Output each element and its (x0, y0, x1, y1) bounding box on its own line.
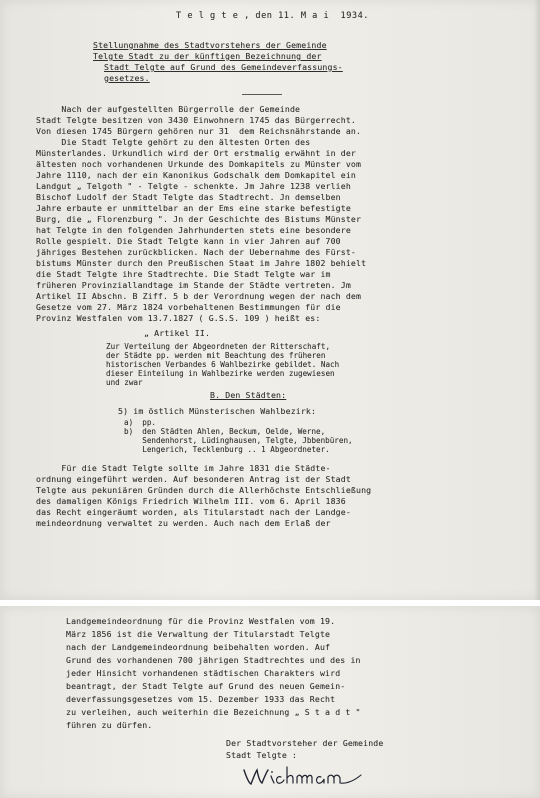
title-line-1: Stellungnahme des Stadtvorstehers der Gemeinde (93, 40, 327, 50)
body-line-8: Landgut „ Telgoth " - Telgte - schenkte. Jm Jahre 1238 verlieh (36, 181, 351, 191)
quote-line-2: der Städte pp. werden mit Beachtung des früheren (106, 351, 326, 360)
handwritten-signature (240, 762, 365, 788)
body-line-10: Jahre erbaute er unmittelbar an der Ems eine starke befestigte (36, 203, 351, 213)
body-line-11: Burg, die „ Florenzburg ". Jn der Geschichte des Bistums Münster (36, 214, 362, 224)
body-line-4: Die Stadt Telgte gehört zu den ältesten Orten des (36, 137, 311, 147)
title-line-3: Stadt Telgte auf Grund des Gemeindeverfassungs- (104, 62, 343, 72)
closing-line-1: Für die Stadt Telgte sollte im Jahre 1831 die Städte- (36, 463, 331, 473)
item-b-line-3: Lengerich, Tecklenburg .. 1 Abgeordneter. (124, 445, 330, 454)
p2-body-line-3: nach der Landgemeindeordnung beibehalten worden. Auf (66, 642, 331, 652)
title-line-2: Telgte Stadt zu der künftigen Bezeichnung der (93, 51, 322, 61)
p2-body-line-6: beantragt, der Stadt Telgte auf Grund des neuen Gemein- (66, 681, 346, 691)
quote-line-5: und zwar (106, 378, 143, 387)
separator-rule (242, 94, 282, 95)
section-heading: B. Den Städten: (210, 390, 287, 400)
page-edge-shadow (534, 0, 540, 600)
body-line-6: ältesten noch vorhandenen Urkunde des Domkapitels zu Münster vom (36, 159, 362, 169)
closing-line-4: des damaligen Königs Friedrich Wilhelm III. vom 6. April 1836 (36, 496, 346, 506)
body-line-12: hat Telgte in den folgenden Jahrhunderten stets eine besondere (36, 225, 351, 235)
body-line-1: Nach der aufgestellten Bürgerrolle der Gemeinde (36, 104, 301, 114)
body-line-15: bistums Münster durch den Preußischen Staat im Jahre 1802 behielt (36, 258, 367, 268)
document-page-2 (0, 606, 540, 798)
closing-line-2: ordnung eingeführt werden. Auf besonderen Antrag ist der Stadt (36, 474, 351, 484)
body-line-5: Münsterlandes. Urkundlich wird der Ort erstmalig erwähnt in der (36, 148, 356, 158)
body-line-17: früheren Provinziallandtage im Stande der Städte vertreten. Jm (36, 280, 351, 290)
body-line-9: Bischof Ludolf der Stadt Telgte das Stadtrecht. Jn demselben (36, 192, 341, 202)
quote-line-4: dieser Einteilung in Wahlbezirke werden zugewiesen (106, 369, 335, 378)
p2-body-line-2: März 1856 ist die Verwaltung der Titularstadt Telgte (66, 629, 331, 639)
closing-line-5: das Recht eingeräumt worden, als Titularstadt nach der Landge- (36, 507, 351, 517)
title-line-4: gesetzes. (104, 73, 150, 83)
body-line-3: Von diesen 1745 Bürgern gehören nur 31 dem Reichsnährstande an. (36, 126, 362, 136)
body-line-2: Stadt Telgte besitzen von 3430 Einwohnern 1745 das Bürgerrecht. (36, 115, 356, 125)
signature-block-line-1: Der Stadtvorsteher der Gemeinde (226, 738, 384, 748)
p2-body-line-9: führen zu dürfen. (66, 720, 153, 730)
body-line-13: Rolle gespielt. Die Stadt Telgte kann in vier Jahren auf 700 (36, 236, 341, 246)
body-line-19: Gesetze vom 27. März 1824 vorbehaltenen Bestimmungen für die (36, 302, 341, 312)
p2-body-line-8: zu verleihen, auch weiterhin die Bezeichnung „ S t a d t " (66, 707, 361, 717)
p2-body-line-1: Landgemeindeordnung für die Provinz Westfalen vom 19. (66, 616, 336, 626)
item-a: a) pp. (124, 418, 157, 427)
body-line-18: Artikel II Abschn. B Ziff. 5 b der Verordnung wegen der nach dem (36, 291, 362, 301)
quote-line-3: historischen Verbandes 6 Wahlbezirke gebildet. Nach (106, 360, 340, 369)
dateline: T e l g t e , den 11. M a i 1934. (176, 11, 369, 21)
p2-body-line-4: Grund des vorhandenen 700 jährigen Stadtrechtes und des in (66, 655, 361, 665)
p2-body-line-7: deverfassungsgesetzes vom 15. Dezember 1933 das Recht (66, 694, 336, 704)
closing-line-6: meindeordnung verwaltet zu werden. Auch nach dem Erlaß der (36, 518, 331, 528)
body-line-7: Jahre 1110, nach der ein Kanonikus Godschalk dem Domkapitel ein (36, 170, 356, 180)
signature-block-line-2: Stadt Telgte : (226, 750, 298, 760)
body-line-14: jähriges Bestehen zurückblicken. Nach der Uebernahme des Fürst- (36, 247, 356, 257)
body-line-20: Provinz Westfalen vom 13.7.1827 ( G.S.S. 109 ) heißt es: (36, 313, 321, 323)
article-heading: „ Artikel II. (144, 328, 211, 338)
p2-body-line-5: jeder Hinsicht vorhandenen städtischen Charakters wird (66, 668, 341, 678)
item-b-line-2: Sendenhorst, Lüdinghausen, Telgte, Jbbenbüren, (124, 436, 353, 445)
item-5: 5) im östlich Münsterischen Wahlbezirk: (118, 406, 317, 416)
item-b-line-1: b) den Städten Ahlen, Beckum, Oelde, Werne, (124, 427, 326, 436)
quote-line-1: Zur Verteilung der Abgeordneten der Ritterschaft, (106, 342, 331, 351)
closing-line-3: Telgte aus pekuniären Gründen durch die Allerhöchste Entschließung (36, 485, 372, 495)
body-line-16: die Stadt Telgte ihre Stadtrechte. Die Stadt Telgte war im (36, 269, 331, 279)
